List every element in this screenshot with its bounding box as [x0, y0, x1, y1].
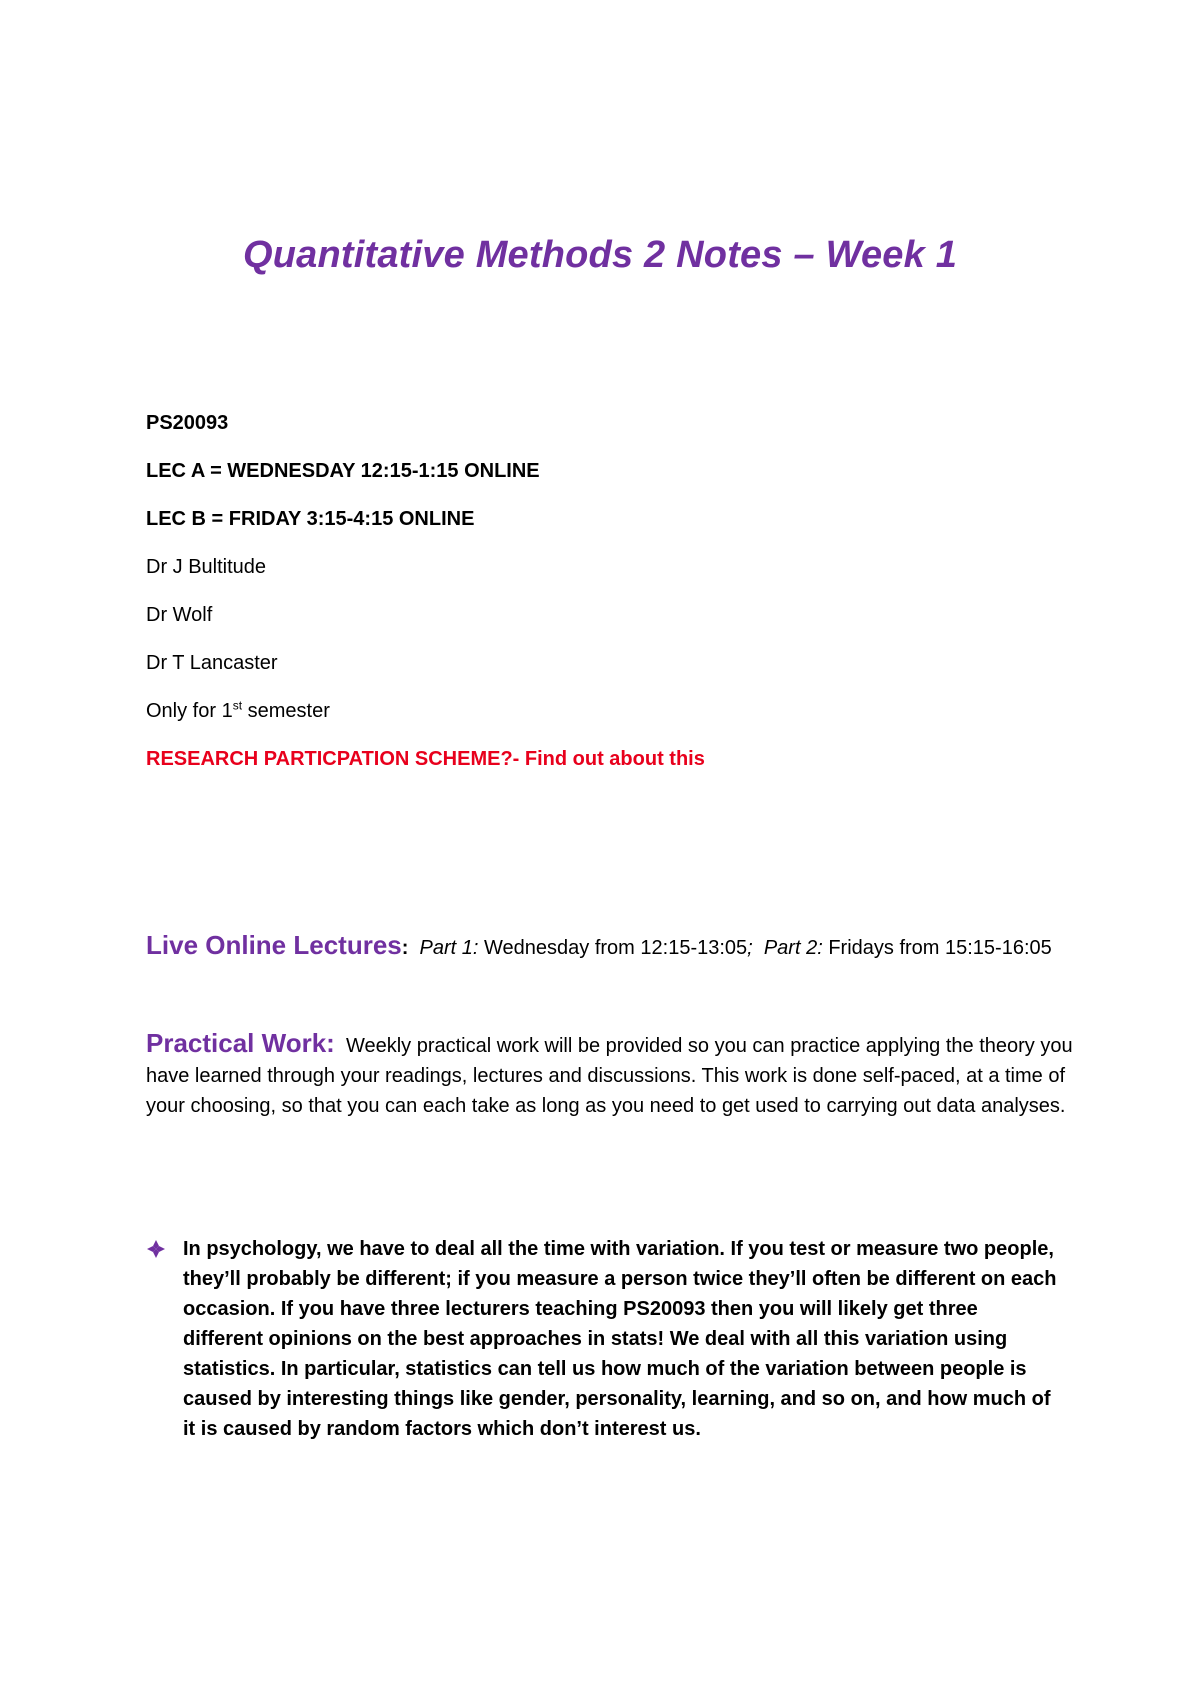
- part-2-time: Fridays from 15:15-16:05: [822, 937, 1052, 959]
- semester-prefix: Only for 1: [146, 700, 233, 722]
- live-lectures-section: [146, 930, 1076, 963]
- practical-work-section: [146, 1028, 1076, 1121]
- semester-superscript: st: [232, 698, 243, 713]
- bullet-text: In psychology, we have to deal all the time with variation. If you test or measure two people, they’ll probably be different; if you measure a person twice they’ll often be different on each occasion. If you have three lecturers teaching PS20093 then you will likely get three different opinions on the best approaches in stats! We deal with all this variation using statistics. In particular, statistics can tell us how much of the variation between people is caused by interesting things like gender, personality, learning, and so on, and how much of it is caused by random factors which don’t interest us.: [183, 1238, 1057, 1440]
- lecturer-name: Dr Wolf: [146, 604, 213, 626]
- lecturer-name: Dr J Bultitude: [146, 556, 267, 578]
- practical-work-heading: Practical Work:: [146, 1028, 335, 1058]
- page-title: Quantitative Methods 2 Notes – Week 1: [242, 234, 958, 276]
- list-item: [146, 1234, 1066, 1444]
- part-separator: ;: [747, 937, 753, 959]
- heading-colon: :: [401, 937, 409, 959]
- module-code: PS20093: [146, 412, 229, 434]
- practical-work-text: Weekly practical work will be provided so you can practice applying the theory you have learned through your readings, lectures and discussions. This work is done self-paced, at a time of your choosing, so that you can each take as long as you need to get used to carrying out data analyses.: [146, 1035, 1073, 1117]
- live-lectures-heading: Live Online Lectures: [146, 930, 402, 960]
- lecture-b-time: LEC B = FRIDAY 3:15-4:15 ONLINE: [146, 508, 475, 530]
- part-1-label: Part 1:: [419, 937, 479, 959]
- semester-note: [146, 698, 330, 724]
- part-1-time: Wednesday from 12:15-13:05: [478, 937, 748, 959]
- semester-suffix: semester: [242, 700, 330, 722]
- diamond-bullet-icon: [146, 1239, 166, 1259]
- lecturer-name: Dr T Lancaster: [146, 652, 278, 674]
- research-scheme-note: RESEARCH PARTICPATION SCHEME?- Find out about this: [146, 748, 705, 770]
- lecture-a-time: LEC A = WEDNESDAY 12:15-1:15 ONLINE: [146, 460, 540, 482]
- part-2-label: Part 2:: [763, 937, 823, 959]
